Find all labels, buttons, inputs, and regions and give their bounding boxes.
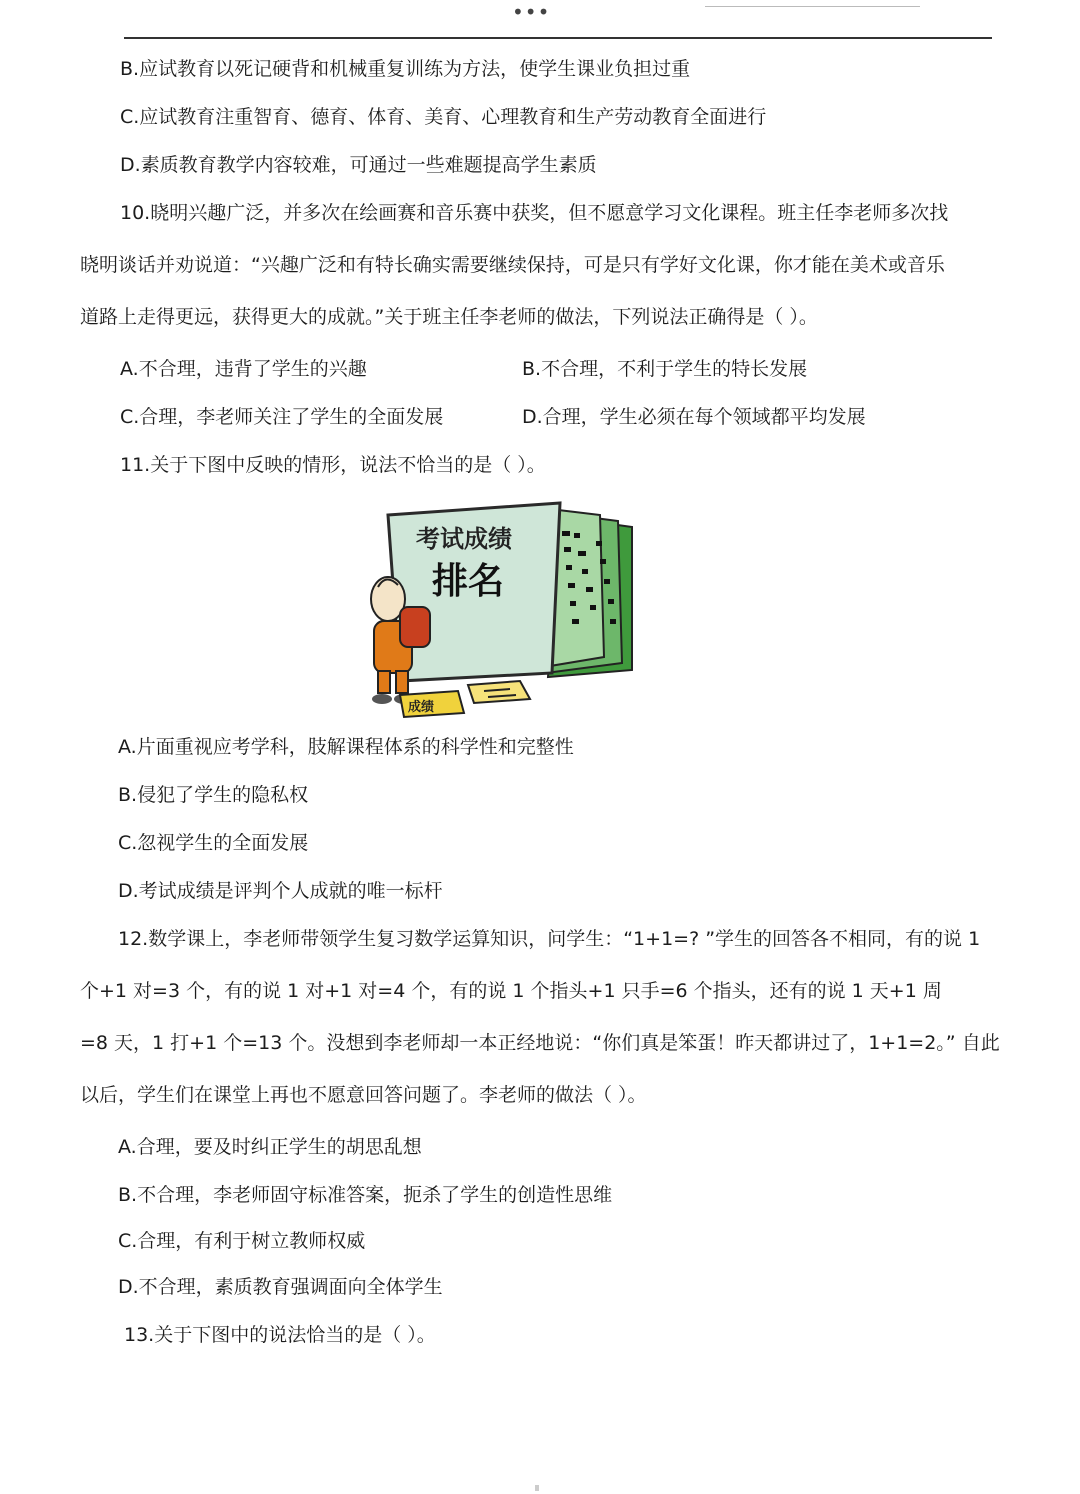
q12-stem-line4: 以后，学生们在课堂上再也不愿意回答问题了。李老师的做法（ ）。 xyxy=(80,1084,647,1106)
top-stroke xyxy=(705,6,920,7)
q11-option-c: C.忽视学生的全面发展 xyxy=(118,832,309,854)
bottom-mark xyxy=(535,1485,539,1491)
q12-option-b: B.不合理，李老师固守标准答案，扼杀了学生的创造性思维 xyxy=(118,1184,613,1206)
q10-stem-line3: 道路上走得更远，获得更大的成就。”关于班主任李老师的做法，下列说法正确得是（ ）。 xyxy=(80,306,818,328)
q11-option-b: B.侵犯了学生的隐私权 xyxy=(118,784,309,806)
q10-stem-line2: 晓明谈话并劝说道：“兴趣广泛和有特长确实需要继续保持，可是只有学好文化课，你才能在美术或音乐 xyxy=(80,254,945,276)
q10-stem-line1: 10.晓明兴趣广泛，并多次在绘画赛和音乐赛中获奖，但不愿意学习文化课程。班主任李老师多次找 xyxy=(120,202,949,224)
q9-option-b: B.应试教育以死记硬背和机械重复训练为方法，使学生课业负担过重 xyxy=(120,58,691,80)
cartoon-board-title: 考试成绩 xyxy=(416,525,512,553)
ranking-cartoon xyxy=(360,495,640,720)
q9-option-d: D.素质教育教学内容较难，可通过一些难题提高学生素质 xyxy=(120,154,597,176)
q10-option-d: D.合理，学生必须在每个领域都平均发展 xyxy=(522,406,866,428)
q9-option-c: C.应试教育注重智育、德育、体育、美育、心理教育和生产劳动教育全面进行 xyxy=(120,106,767,128)
q12-stem-line1: 12.数学课上，李老师带领学生复习数学运算知识，问学生：“1+1=? ”学生的回答各不相同，有的说 1 xyxy=(118,928,981,950)
q12-option-c: C.合理，有利于树立教师权威 xyxy=(118,1230,366,1252)
q10-option-c: C.合理，李老师关注了学生的全面发展 xyxy=(120,406,444,428)
q12-stem-line2: 个+1 对=3 个，有的说 1 对+1 对=4 个，有的说 1 个指头+1 只手=6 个指头，还有的说 1 天+1 周 xyxy=(80,980,942,1002)
q12-option-a: A.合理，要及时纠正学生的胡思乱想 xyxy=(118,1136,422,1158)
cartoon-board-subtitle: 排名 xyxy=(432,561,505,602)
cartoon-paper-label: 成绩 xyxy=(408,700,435,715)
q11-stem: 11.关于下图中反映的情形，说法不恰当的是（ ）。 xyxy=(120,454,546,476)
q10-option-b: B.不合理，不利于学生的特长发展 xyxy=(522,358,808,380)
top-rule xyxy=(124,37,992,39)
q11-option-d: D.考试成绩是评判个人成就的唯一标杆 xyxy=(118,880,443,902)
cartoon-paper-second xyxy=(468,681,530,703)
q11-option-a: A.片面重视应考学科，肢解课程体系的科学性和完整性 xyxy=(118,736,574,758)
q12-option-d: D.不合理，素质教育强调面向全体学生 xyxy=(118,1276,443,1298)
top-dots: ••• xyxy=(512,0,551,24)
q10-option-a: A.不合理，违背了学生的兴趣 xyxy=(120,358,367,380)
q13-stem: 13.关于下图中的说法恰当的是（ ）。 xyxy=(124,1324,436,1346)
q12-stem-line3: =8 天，1 打+1 个=13 个。没想到李老师却一本正经地说：“你们真是笨蛋！昨天都讲过了，1+1=2。” 自此 xyxy=(80,1032,1000,1054)
